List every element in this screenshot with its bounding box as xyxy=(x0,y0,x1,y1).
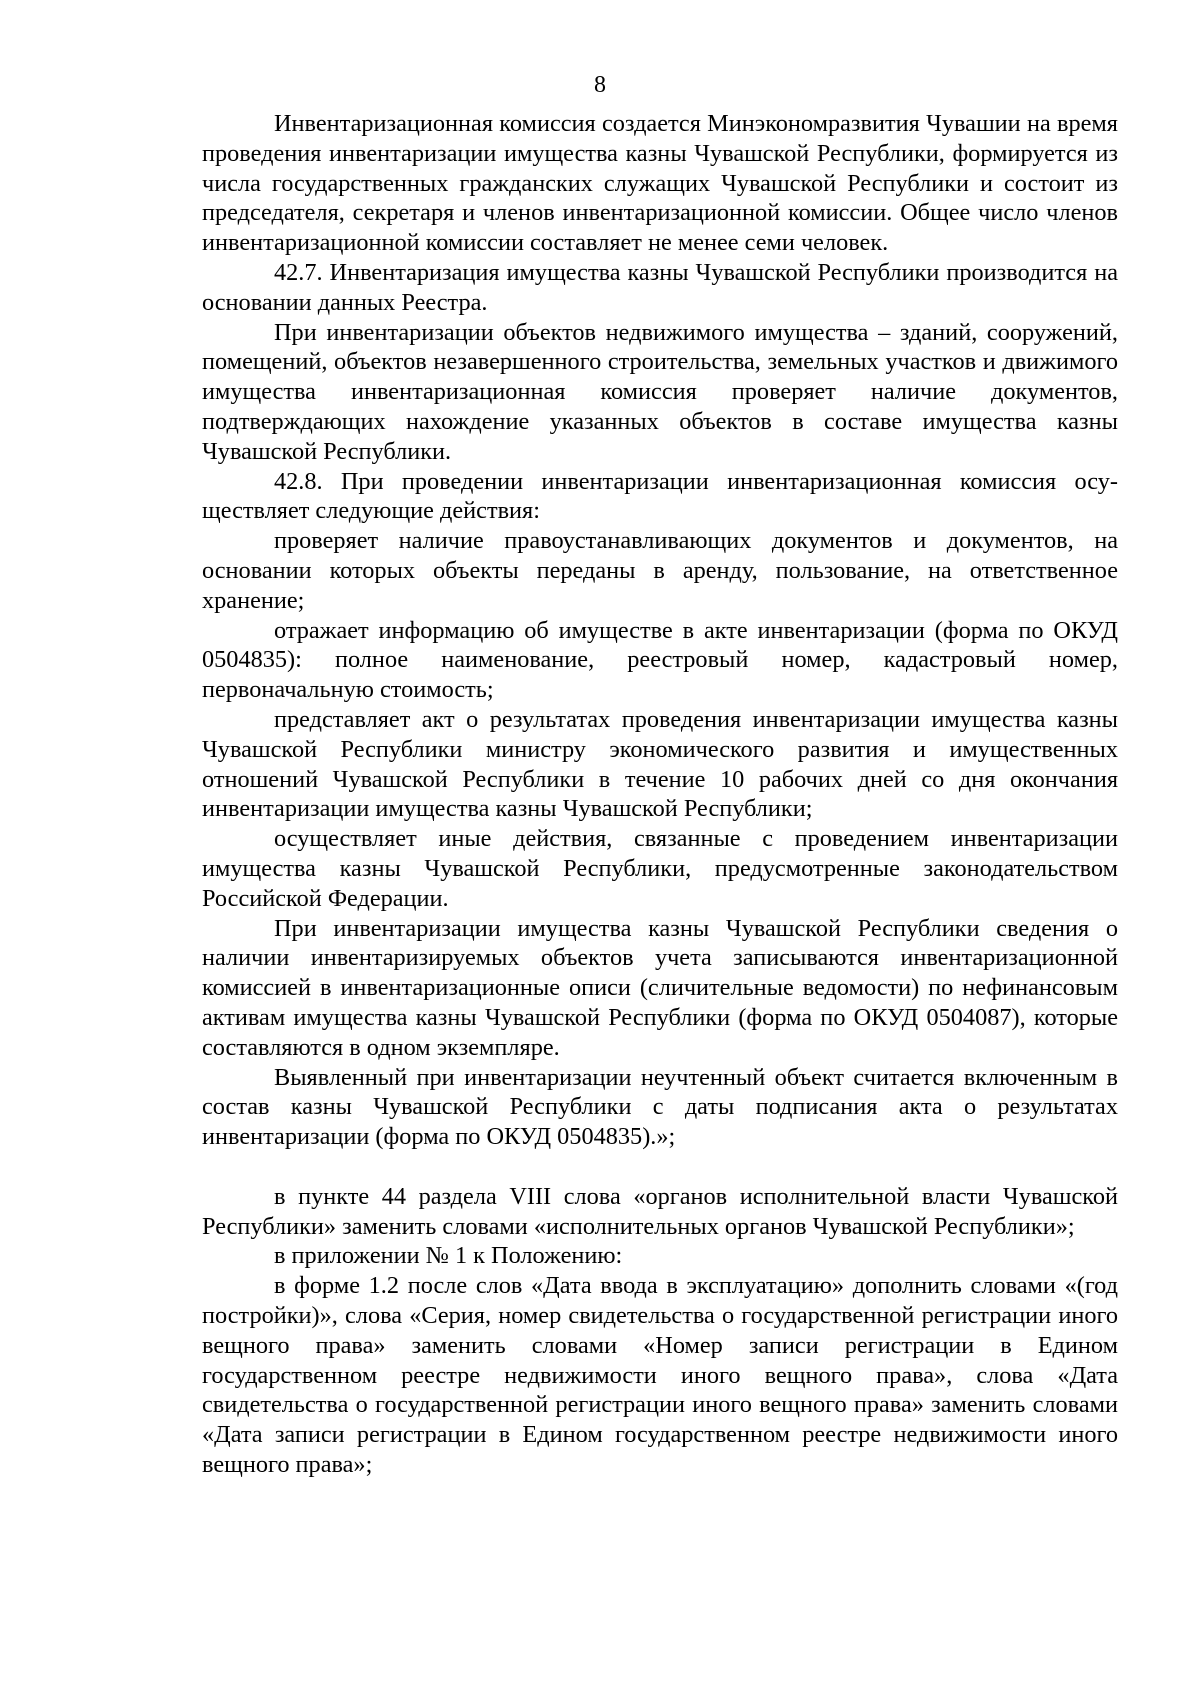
document-body xyxy=(202,109,1118,1480)
paragraph-checks-documents: проверяет наличие правоустанавливающих документов и документов, на основании которых объекты переданы в аренду, пользование, на ответственное хранение; xyxy=(202,527,1118,614)
paragraph-real-estate-inventory: При инвентаризации объектов недвижимого имущества – зданий, сооружений, помещений, объектов незавершенного строительства, земельных участков и движимого имущества инвентаризационная комиссия проверяет наличие документов, подтверждающих нахождение указанных объектов в составе имущества казны Чувашской Республики. xyxy=(202,318,1118,465)
paragraph-submits-act: представляет акт о результатах проведения инвентаризации имущества казны Чувашской Республики министру экономического развития и имущественных отношений Чувашской Республики в течение 10 рабочих дней со дня окончания инвентаризации имущества казны Чувашской Республики; xyxy=(202,705,1118,823)
paragraph-inventory-records: При инвентаризации имущества казны Чувашской Республики сведения о наличии инвентаризируемых объектов учета записываются инвентаризационной комиссией в инвентаризационные описи (сличительные ведомости) по нефинансовым активам имущества казны Чувашской Республики (форма по ОКУД 0504087), которые составляются в одном экземпляре. xyxy=(202,914,1118,1061)
paragraph-commission-formation: Инвентаризационная комиссия создается Минэкономразвития Чувашии на время проведения инвентаризации имущества казны Чувашской Республики, формируется из числа государственных гражданских служащих Чувашской Республики и состоит из председателя, секретаря и членов инвентаризационной комиссии. Общее число членов инвентаризационной комиссии составляет не менее семи человек. xyxy=(202,110,1118,257)
paragraph-point-44: в пункте 44 раздела VIII слова «органов исполнительной власти Чувашской Республики» заменить словами «исполнительных органов Чувашской Республики»; xyxy=(202,1182,1118,1240)
page-number: 8 xyxy=(594,72,606,98)
paragraph-42-7: 42.7. Инвентаризация имущества казны Чувашской Республики производится на основании данных Реестра. xyxy=(202,258,1118,316)
paragraph-reflects-information: отражает информацию об имуществе в акте инвентаризации (форма по ОКУД 0504835): полное наименование, реестровый номер, кадастровый номер, первоначальную стоимость; xyxy=(202,616,1118,704)
paragraph-other-actions: осуществляет иные действия, связанные с проведением инвентаризации имущества казны Чувашской Республики, предусмотренные законодательством Российской Федерации. xyxy=(202,825,1118,912)
paragraph-unaccounted-object: Выявленный при инвентаризации неучтенный объект считается включенным в состав казны Чувашской Республики с даты подписания акта о результатах инвентаризации (форма по ОКУД 0504835).»; xyxy=(202,1063,1118,1151)
paragraph-gap xyxy=(202,1152,1118,1182)
paragraph-42-8: 42.8. При проведении инвентаризации инвентаризационная комиссия осуществляет следующие действия: xyxy=(202,467,1118,525)
paragraph-appendix-1: в приложении № 1 к Положению: xyxy=(274,1242,623,1270)
paragraph-form-1-2: в форме 1.2 после слов «Дата ввода в эксплуатацию» дополнить словами «(год постройки)», слова «Серия, номер свидетельства о государственной регистрации иного вещного права» заменить словами «Номер записи регистрации в Едином государственном реестре недвижимости иного вещного права», слова «Дата свидетельства о государственной регистрации иного вещного права» заменить словами «Дата записи регистрации в Едином государственном реестре недвижимости иного вещного права»; xyxy=(202,1272,1118,1479)
